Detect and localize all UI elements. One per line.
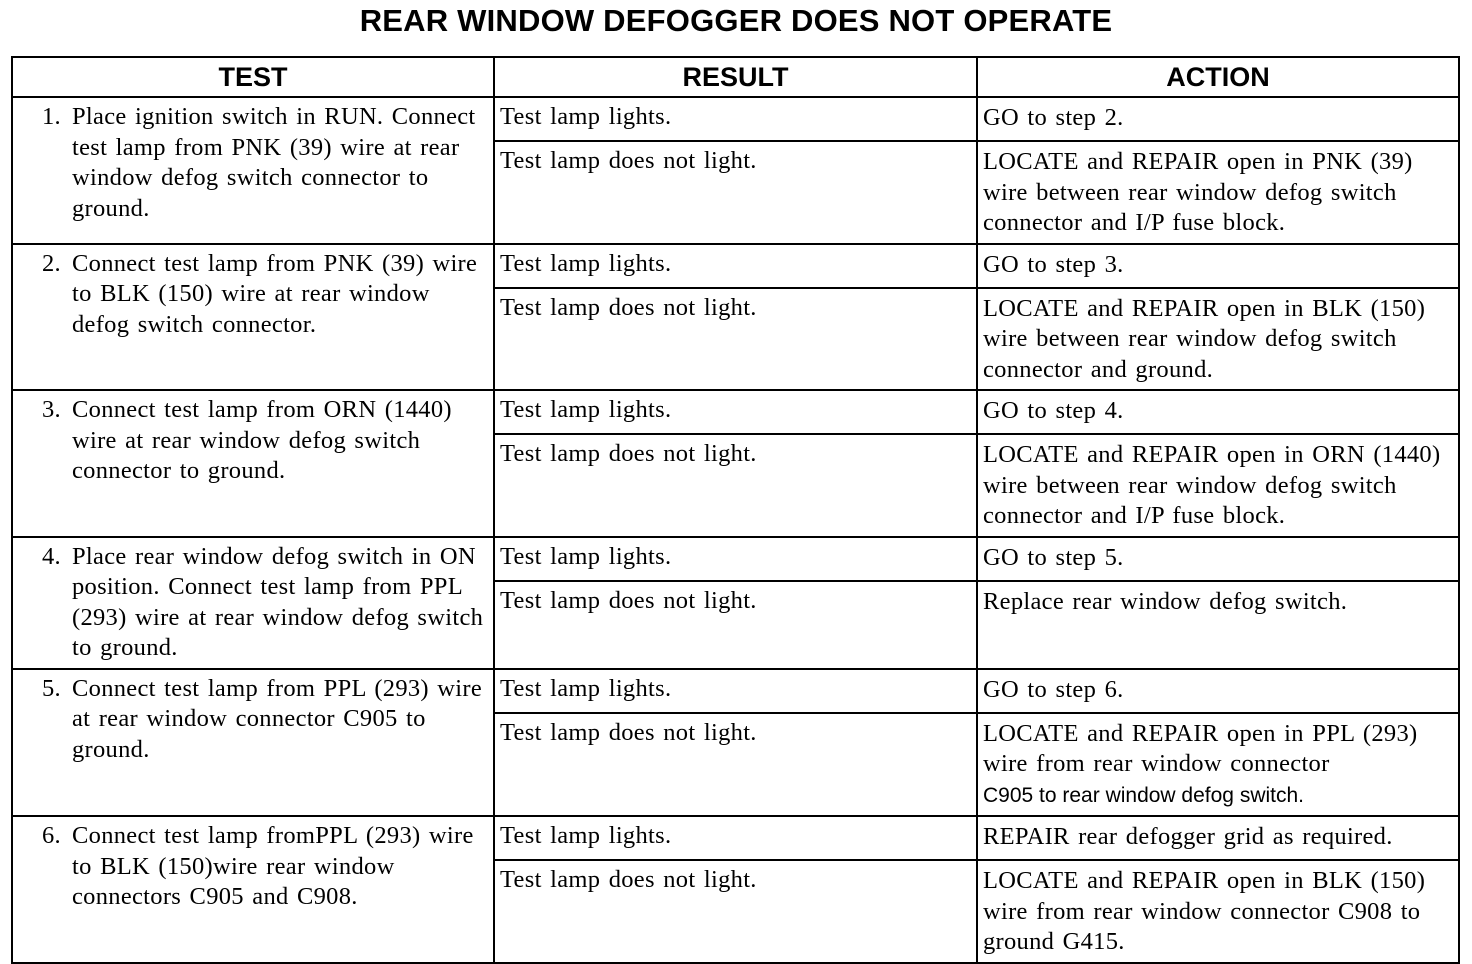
action-no-light-note: C905 to rear window defog switch. — [983, 783, 1304, 807]
step-test-text: Place ignition switch in RUN. Connect test lamp from PNK (39) wire at rear window defog switch connector to ground. — [72, 103, 476, 222]
step-1-test — [12, 97, 494, 244]
action-lights: GO to step 5. — [977, 537, 1459, 581]
step-number: 2. — [42, 249, 61, 277]
step-1-row-lights — [12, 97, 1459, 141]
result-lights: Test lamp lights. — [494, 669, 977, 713]
result-lights: Test lamp lights. — [494, 244, 977, 288]
action-no-light: LOCATE and REPAIR open in BLK (150) wire from rear window connector C908 to ground G415. — [977, 860, 1459, 963]
action-no-light: LOCATE and REPAIR open in ORN (1440) wire between rear window defog switch connector and I/P fuse block. — [977, 434, 1459, 537]
diagnostic-table — [11, 56, 1460, 964]
step-3-test — [12, 390, 494, 537]
step-number: 5. — [42, 674, 61, 702]
step-number: 4. — [42, 542, 61, 570]
page-title: REAR WINDOW DEFOGGER DOES NOT OPERATE — [359, 3, 1113, 38]
result-no-light: Test lamp does not light. — [494, 713, 977, 817]
step-2-test — [12, 244, 494, 391]
header-row — [12, 57, 1459, 97]
result-lights: Test lamp lights. — [494, 816, 977, 860]
result-lights: Test lamp lights. — [494, 537, 977, 581]
step-number: 3. — [42, 396, 61, 423]
header-result: RESULT — [494, 57, 977, 97]
step-test-text: Connect test lamp fromPPL (293) wire to BLK (150)wire rear window connectors C905 and C908. — [72, 822, 474, 910]
action-lights: GO to step 2. — [977, 97, 1459, 141]
step-test-text: Connect test lamp from PPL (293) wire at rear window connector C905 to ground. — [72, 674, 483, 763]
header-action: ACTION — [977, 57, 1459, 97]
step-6-test — [12, 816, 494, 963]
step-test-text: Connect test lamp from ORN (1440) wire at rear window defog switch connector to ground. — [72, 396, 452, 484]
step-5-test — [12, 669, 494, 817]
action-no-light: Replace rear window defog switch. — [977, 581, 1459, 669]
step-4-test — [12, 537, 494, 669]
step-4-row-lights — [12, 537, 1459, 581]
action-lights: REPAIR rear defogger grid as required. — [977, 816, 1459, 860]
result-lights: Test lamp lights. — [494, 390, 977, 434]
action-no-light: LOCATE and REPAIR open in PNK (39) wire between rear window defog switch connector and I/P fuse block. — [977, 141, 1459, 244]
action-lights: GO to step 3. — [977, 244, 1459, 288]
action-no-light: LOCATE and REPAIR open in BLK (150) wire between rear window defog switch connector and ground. — [977, 288, 1459, 391]
action-lights: GO to step 6. — [977, 669, 1459, 713]
step-test-text: Connect test lamp from PNK (39) wire to BLK (150) wire at rear window defog switch connector. — [72, 249, 478, 338]
result-no-light: Test lamp does not light. — [494, 141, 977, 244]
result-lights: Test lamp lights. — [494, 97, 977, 141]
step-2-row-lights — [12, 244, 1459, 288]
result-no-light: Test lamp does not light. — [494, 581, 977, 669]
step-test-text: Place rear window defog switch in ON position. Connect test lamp from PPL (293) wire at rear window defog switch to ground. — [72, 542, 484, 661]
action-no-light — [977, 713, 1459, 817]
step-number: 6. — [42, 822, 61, 849]
result-no-light: Test lamp does not light. — [494, 860, 977, 963]
action-lights: GO to step 4. — [977, 390, 1459, 434]
step-6-row-lights — [12, 816, 1459, 860]
step-5-row-lights — [12, 669, 1459, 713]
result-no-light: Test lamp does not light. — [494, 288, 977, 391]
action-no-light-text: LOCATE and REPAIR open in PPL (293) wire from rear window connector — [983, 719, 1418, 777]
result-no-light: Test lamp does not light. — [494, 434, 977, 537]
header-test: TEST — [12, 57, 494, 97]
step-number: 1. — [42, 103, 61, 130]
step-3-row-lights — [12, 390, 1459, 434]
